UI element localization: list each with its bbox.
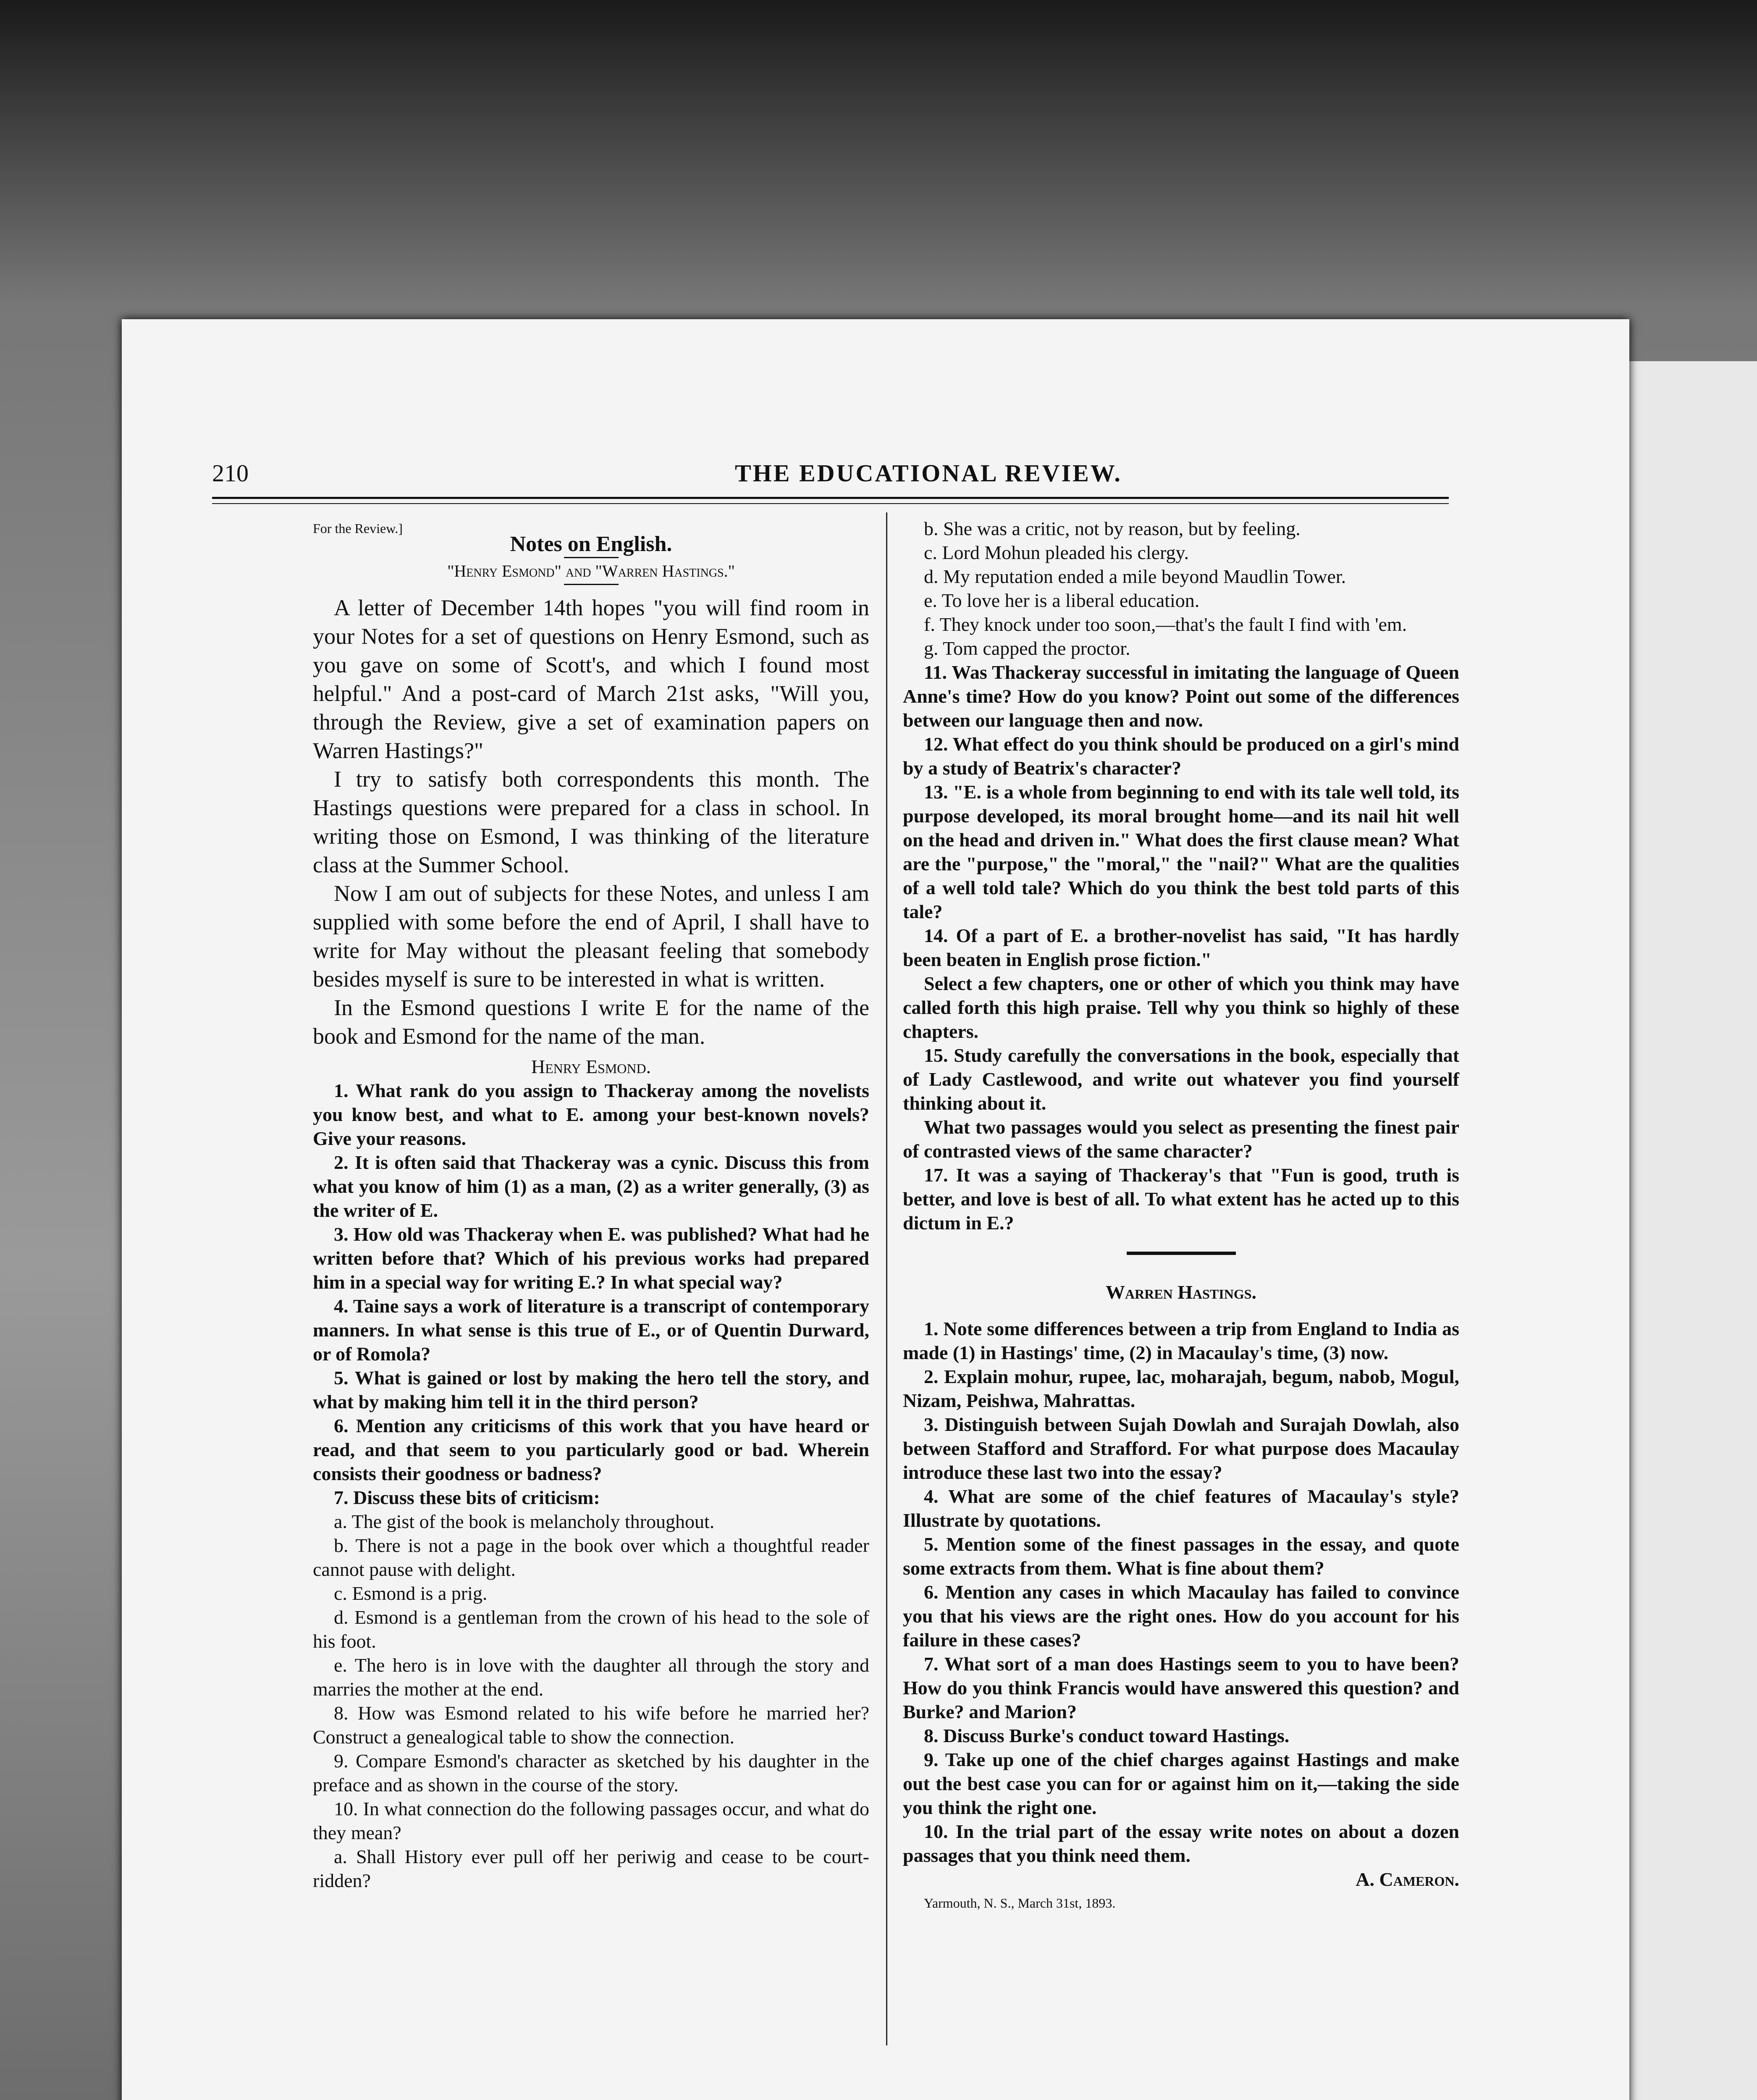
- question-item: 10. In what connection do the following passages occur, and what do they mean?: [313, 1798, 869, 1843]
- right-column: [903, 517, 1459, 1915]
- question-item: 3. Distinguish between Sujah Dowlah and Surajah Dowlah, also between Stafford and Strafford. For what purpose does Macaulay introduce these last two into the essay?: [903, 1414, 1459, 1483]
- question-item: 10. In the trial part of the essay write notes on about a dozen passages that you think need them.: [903, 1821, 1459, 1866]
- question-item: 17. It was a saying of Thackeray's that "Fun is good, truth is better, and love is best of all. To what extent has he acted up to this dictum in E.?: [903, 1164, 1459, 1234]
- question-item: What two passages would you select as presenting the finest pair of contrasted views of the same character?: [903, 1116, 1459, 1162]
- question-item: 12. What effect do you think should be produced on a girl's mind by a study of Beatrix's character?: [903, 733, 1459, 779]
- question-item: 9. Compare Esmond's character as sketched by his daughter in the preface and as shown in the course of the story.: [313, 1750, 869, 1796]
- question-item: 14. Of a part of E. a brother-novelist has said, "It has hardly been beaten in English prose fiction.": [903, 925, 1459, 970]
- section-title-esmond: Henry Esmond.: [531, 1056, 651, 1077]
- question-item: 8. How was Esmond related to his wife before he married her? Construct a genealogical table to show the connection.: [313, 1702, 869, 1748]
- passage-item: b. She was a critic, not by reason, but by feeling.: [924, 518, 1301, 539]
- question-item: d. Esmond is a gentleman from the crown of his head to the sole of his foot.: [313, 1606, 869, 1652]
- for-review-note: For the Review.]: [313, 521, 403, 536]
- intro-paragraph: I try to satisfy both correspondents this month. The Hastings questions were prepared for a class in school. In writing those on Esmond, I was thinking of the literature class at the Summer School.: [313, 766, 869, 877]
- question-item: 4. Taine says a work of literature is a transcript of contemporary manners. In what sense is this true of E., or of Quentin Durward, or of Romola?: [313, 1295, 869, 1365]
- dateline: Yarmouth, N. S., March 31st, 1893.: [924, 1895, 1116, 1911]
- question-item: 6. Mention any cases in which Macaulay has failed to convince you that his views are the right ones. How do you account for his failure in these cases?: [903, 1581, 1459, 1651]
- question-item: a. Shall History ever pull off her periwig and cease to be court-ridden?: [313, 1846, 869, 1891]
- question-item: 5. Mention some of the finest passages in the essay, and quote some extracts from them. What is fine about them?: [903, 1533, 1459, 1579]
- question-item: 8. Discuss Burke's conduct toward Hastings.: [924, 1725, 1290, 1746]
- header-rule: [212, 497, 1449, 504]
- question-item: 4. What are some of the chief features of Macaulay's style? Illustrate by quotations.: [903, 1486, 1459, 1531]
- question-item: 1. Note some differences between a trip from England to India as made (1) in Hastings' time, (2) in Macaulay's time, (3) now.: [903, 1318, 1459, 1363]
- question-item: 2. Explain mohur, rupee, lac, moharajah, begum, nabob, Mogul, Nizam, Peishwa, Mahrattas.: [903, 1366, 1459, 1411]
- author-signature: A. Cameron.: [1356, 1869, 1459, 1890]
- question-item: 11. Was Thackeray successful in imitating the language of Queen Anne's time? How do you know? Point out some of the differences between our language then and now.: [903, 662, 1459, 731]
- article-heading: Notes on English.: [510, 532, 672, 556]
- question-item: c. Esmond is a prig.: [334, 1583, 488, 1604]
- question-item: 7. What sort of a man does Hastings seem to you to have been? How do you think Francis would have answered this question? and Burke? and Marion?: [903, 1653, 1459, 1722]
- question-item: a. The gist of the book is melancholy throughout.: [334, 1511, 715, 1532]
- section-rule: [1127, 1252, 1236, 1255]
- question-item: Select a few chapters, one or other of which you think may have called forth this high praise. Tell why you think so highly of these chapters.: [903, 973, 1459, 1042]
- page-number: 210: [212, 459, 249, 487]
- running-title: THE EDUCATIONAL REVIEW.: [735, 459, 1122, 487]
- question-item: 13. "E. is a whole from beginning to end with its tale well told, its purpose developed, its moral brought home—and its nail hit well on the head and driven in." What does the first clause mean? What are the "purpose," the "moral," the "nail?" What are the qualities of a well told tale? Which do you think the best told parts of this tale?: [903, 781, 1459, 922]
- question-item: 6. Mention any criticisms of this work that you have heard or read, and that seem to you particularly good or bad. Wherein consists their goodness or badness?: [313, 1415, 869, 1484]
- article-subheading: "Henry Esmond" and "Warren Hastings.": [447, 562, 735, 580]
- left-column: [313, 517, 869, 1893]
- passage-item: g. Tom capped the proctor.: [924, 638, 1130, 659]
- question-item: 7. Discuss these bits of criticism:: [334, 1487, 600, 1508]
- subheading-rule: [564, 584, 619, 585]
- passage-item: f. They knock under too soon,—that's the fault I find with 'em.: [924, 614, 1407, 635]
- question-item: e. The hero is in love with the daughter all through the story and marries the mother at the end.: [313, 1654, 869, 1700]
- question-item: 3. How old was Thackeray when E. was published? What had he written before that? Which of his previous works had prepared him in a special way for writing E.? In what special way?: [313, 1223, 869, 1293]
- passage-item: c. Lord Mohun pleaded his clergy.: [924, 542, 1189, 563]
- passage-item: d. My reputation ended a mile beyond Maudlin Tower.: [924, 566, 1346, 587]
- question-item: 5. What is gained or lost by making the hero tell the story, and what by making him tell it in the third person?: [313, 1367, 869, 1412]
- question-item: 9. Take up one of the chief charges against Hastings and make out the best case you can for or against him on it,—taking the side you think the right one.: [903, 1749, 1459, 1818]
- question-item: 15. Study carefully the conversations in the book, especially that of Lady Castlewood, and write out whatever you find yourself thinking about it.: [903, 1045, 1459, 1114]
- intro-paragraph: In the Esmond questions I write E for the name of the book and Esmond for the name of the man.: [313, 995, 869, 1049]
- question-item: 1. What rank do you assign to Thackeray among the novelists you know best, and what to E. among your best-known novels? Give your reasons.: [313, 1080, 869, 1149]
- intro-paragraph: Now I am out of subjects for these Notes, and unless I am supplied with some before the end of April, I shall have to write for May without the pleasant feeling that somebody besides myself is sure to be interested in what is written.: [313, 881, 869, 992]
- section-title-hastings: Warren Hastings.: [1105, 1281, 1257, 1303]
- heading-rule: [564, 557, 619, 558]
- adjacent-page-edge: [1629, 361, 1757, 2100]
- passage-item: e. To love her is a liberal education.: [924, 590, 1200, 611]
- question-item: b. There is not a page in the book over which a thoughtful reader cannot pause with delight.: [313, 1535, 869, 1580]
- column-divider: [886, 512, 887, 2045]
- question-item: 2. It is often said that Thackeray was a cynic. Discuss this from what you know of him (1) as a man, (2) as a writer generally, (3) as the writer of E.: [313, 1152, 869, 1221]
- intro-paragraph: A letter of December 14th hopes "you will find room in your Notes for a set of questions on Henry Esmond, such as you gave on some of Scott's, and which I found most helpful." And a post-card of March 21st asks, "Will you, through the Review, give a set of examination papers on Warren Hastings?": [313, 595, 869, 763]
